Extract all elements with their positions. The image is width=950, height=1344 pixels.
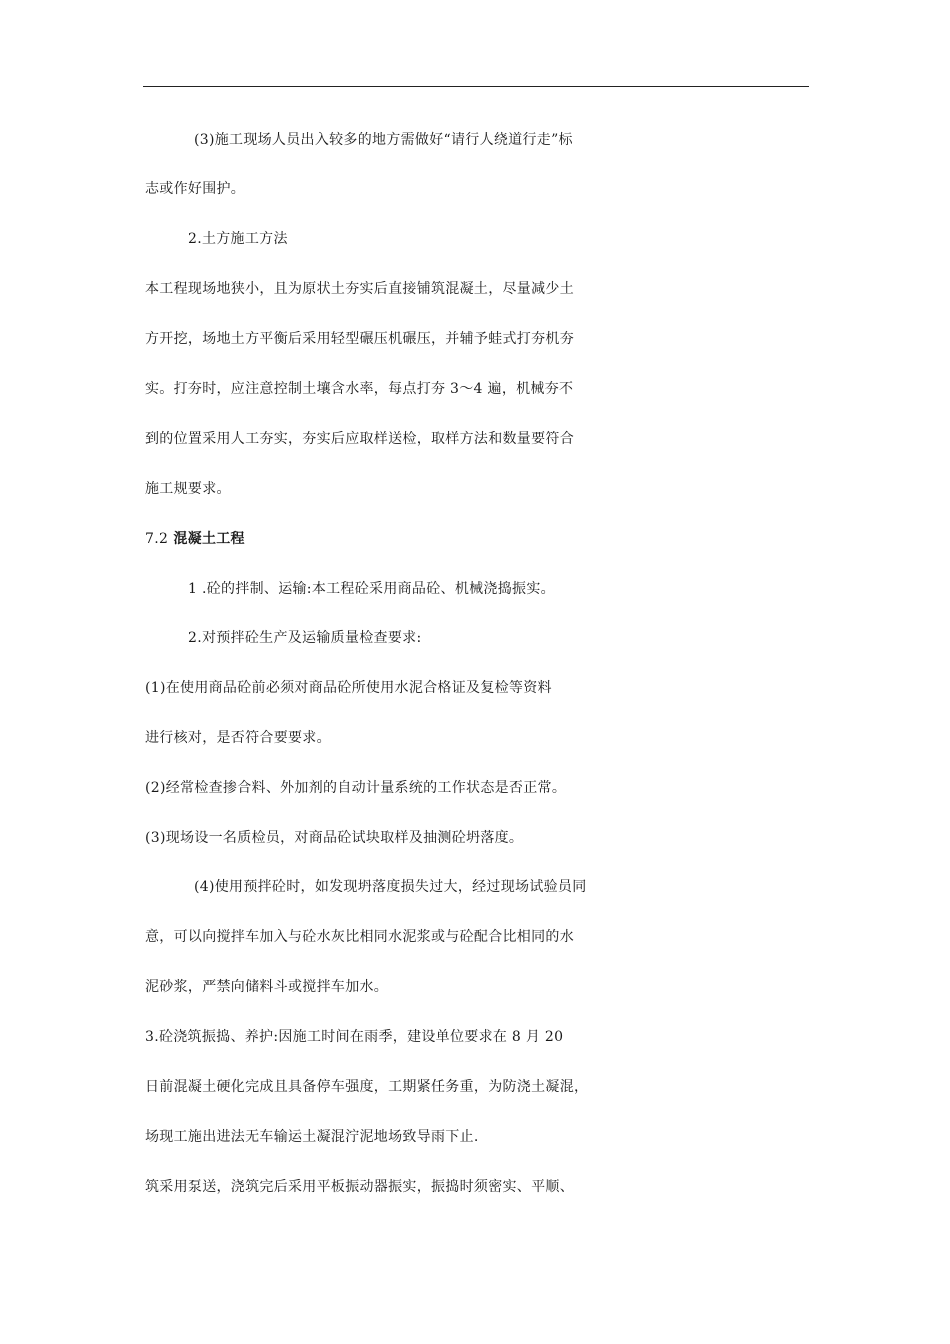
section-heading-title: 混凝土工程 bbox=[173, 531, 245, 547]
paragraph-line: 本工程现场地狭小，且为原状土夯实后直接铺筑混凝土，尽量减少土 bbox=[145, 281, 574, 297]
paragraph-line: 筑采用泵送，浇筑完后采用平板振动器振实，振捣时须密实、平顺、 bbox=[145, 1179, 574, 1195]
header-rule bbox=[143, 86, 809, 87]
paragraph-line: 1 .砼的拌制、运输:本工程砼采用商品砼、机械浇捣振实。 bbox=[188, 581, 555, 597]
section-subheading: 2.土方施工方法 bbox=[188, 231, 288, 247]
paragraph-line: (3)施工现场人员出入较多的地方需做好“请行人绕道行走”标 bbox=[194, 132, 573, 148]
paragraph-line: 日前混凝土硬化完成且具备停车强度，工期紧任务重，为防浇土凝混， bbox=[145, 1079, 589, 1095]
paragraph-line: 场现工施出进法无车输运土凝混泞泥地场致导雨下止. bbox=[145, 1129, 479, 1145]
paragraph-line: (4)使用预拌砼时，如发现坍落度损失过大，经过现场试验员同 bbox=[194, 879, 587, 895]
paragraph-line: 施工规要求。 bbox=[145, 481, 231, 497]
paragraph-line: (1)在使用商品砼前必须对商品砼所使用水泥合格证及复检等资料 bbox=[145, 680, 552, 696]
paragraph-line: (3)现场设一名质检员，对商品砼试块取样及抽测砼坍落度。 bbox=[145, 830, 524, 846]
section-heading-number: 7.2 bbox=[145, 531, 169, 547]
section-heading bbox=[145, 524, 825, 554]
paragraph-line: (2)经常检查掺合料、外加剂的自动计量系统的工作状态是否正常。 bbox=[145, 780, 567, 796]
paragraph-line: 实。打夯时，应注意控制土壤含水率，每点打夯 3～4 遍，机械夯不 bbox=[145, 381, 574, 397]
paragraph-line: 泥砂浆，严禁向储料斗或搅拌车加水。 bbox=[145, 979, 389, 995]
paragraph-line: 进行核对，是否符合要要求。 bbox=[145, 730, 331, 746]
paragraph-line: 方开挖，场地土方平衡后采用轻型碾压机碾压，并辅予蛙式打夯机夯 bbox=[145, 331, 574, 347]
paragraph-line: 意，可以向搅拌车加入与砼水灰比相同水泥浆或与砼配合比相同的水 bbox=[145, 929, 574, 945]
section-subheading: 2.对预拌砼生产及运输质量检查要求: bbox=[188, 630, 422, 646]
paragraph-line: 志或作好围护。 bbox=[145, 181, 246, 197]
paragraph-line: 3.砼浇筑振捣、养护:因施工时间在雨季，建设单位要求在 8 月 20 bbox=[145, 1029, 564, 1045]
paragraph-line: 到的位置采用人工夯实，夯实后应取样送检，取样方法和数量要符合 bbox=[145, 431, 574, 447]
